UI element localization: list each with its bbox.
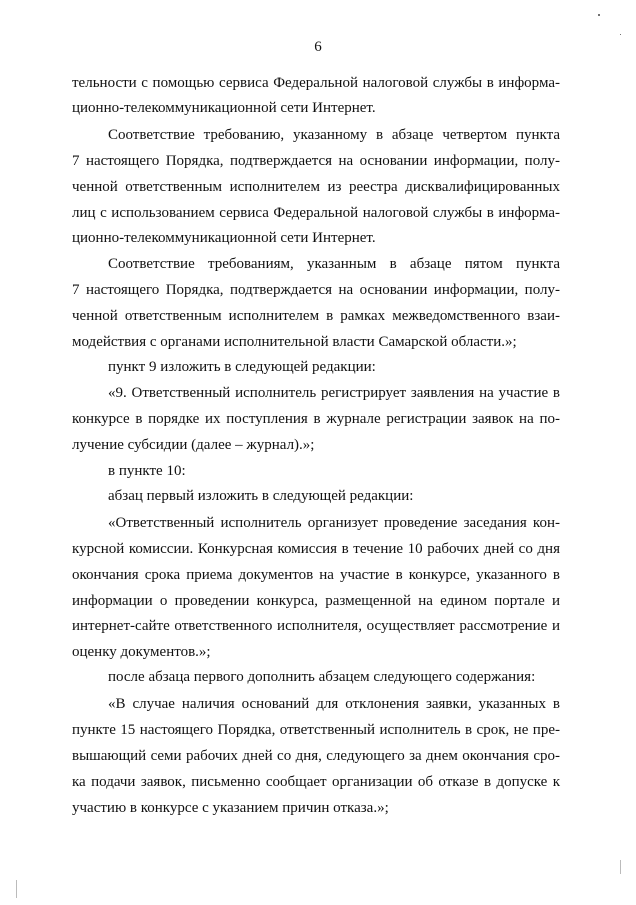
text-line: ка подачи заявок, письменно сообщает организации об отказе в допуске к: [72, 774, 560, 790]
text-line: ченной ответственным исполнителем из реестра дисквалифицированных: [72, 179, 560, 195]
text-line: пункте 15 настоящего Порядка, ответственный исполнитель в срок, не пре-: [72, 722, 560, 738]
text-line: «В случае наличия оснований для отклонения заявки, указанных в: [108, 696, 560, 712]
text-line: 7 настоящего Порядка, подтверждается на основании информации, полу-: [72, 153, 560, 169]
text-line: ченной ответственным исполнителем в рамках межведомственного взаи-: [72, 308, 560, 324]
text-line: абзац первый изложить в следующей редакции:: [108, 488, 414, 504]
text-line: участию в конкурсе с указанием причин отказа.»;: [72, 800, 389, 816]
scan-speck: [620, 34, 621, 35]
text-line: Соответствие требованиям, указанным в абзаце пятом пункта: [108, 256, 560, 272]
text-line: в пункте 10:: [108, 463, 186, 479]
text-line: «9. Ответственный исполнитель регистрирует заявления на участие в: [108, 385, 560, 401]
text-line: ционно-телекоммуникационной сети Интернет.: [72, 230, 376, 246]
text-line: курсной комиссии. Конкурсная комиссия в течение 10 рабочих дней со дня: [72, 541, 560, 557]
text-line: интернет-сайте ответственного исполнителя, осуществляет рассмотрение и: [72, 618, 560, 634]
text-line: окончания срока приема документов на участие в конкурсе, указанного в: [72, 567, 560, 583]
text-line: Соответствие требованию, указанному в абзаце четвертом пункта: [108, 127, 560, 143]
text-line: после абзаца первого дополнить абзацем следующего содержания:: [108, 669, 536, 685]
text-line: «Ответственный исполнитель организует проведение заседания кон-: [108, 515, 560, 531]
page-number: 6: [314, 39, 322, 55]
text-line: конкурсе в порядке их поступления в журнале регистрации заявок на по-: [72, 411, 560, 427]
text-line: 7 настоящего Порядка, подтверждается на основании информации, полу-: [72, 282, 560, 298]
scan-edge-mark: [620, 860, 621, 874]
text-line: информации о проведении конкурса, размещенной на едином портале и: [72, 593, 560, 609]
text-line: модействия с органами исполнительной власти Самарской области.»;: [72, 334, 517, 350]
text-line: вышающий семи рабочих дней со дня, следующего за днем окончания сро-: [72, 748, 560, 764]
scan-edge-mark: [16, 880, 17, 898]
text-line: ционно-телекоммуникационной сети Интернет.: [72, 100, 376, 116]
scan-speck: [598, 14, 600, 16]
text-line: лучение субсидии (далее – журнал).»;: [72, 437, 315, 453]
text-line: тельности с помощью сервиса Федеральной налоговой службы в информа-: [72, 75, 560, 91]
text-line: пункт 9 изложить в следующей редакции:: [108, 359, 376, 375]
text-line: лиц с использованием сервиса Федеральной налоговой службы в информа-: [72, 205, 560, 221]
text-line: оценку документов.»;: [72, 644, 211, 660]
